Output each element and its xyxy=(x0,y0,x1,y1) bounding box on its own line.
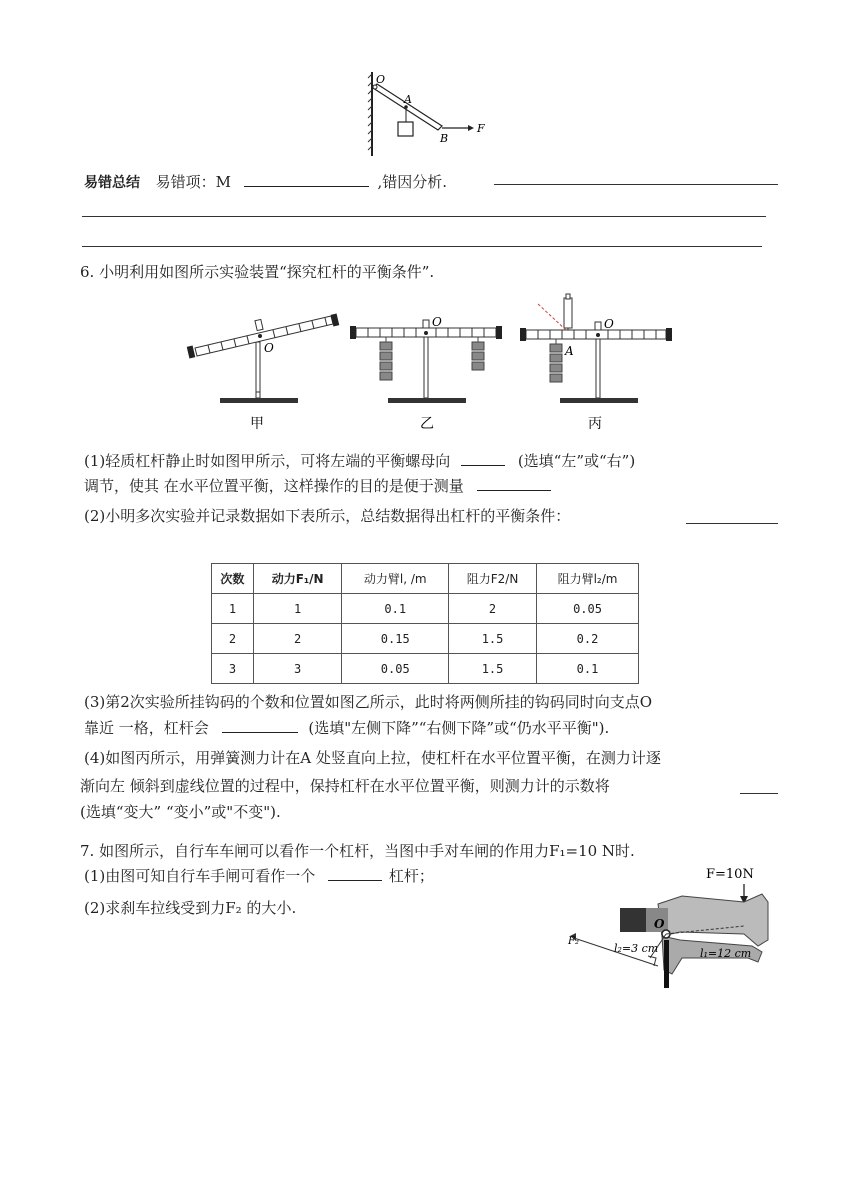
table-cell: 3 xyxy=(212,654,254,684)
q6-figure xyxy=(180,290,680,440)
th-f1: 动力F₁/N xyxy=(253,564,342,594)
q7-p1-text-a: (1)由图可知自行车手闸可看作一个 xyxy=(84,867,316,885)
table-cell: 0.15 xyxy=(342,624,449,654)
answer-line-1[interactable] xyxy=(82,216,766,217)
q6-p2-text: (2)小明多次实验并记录数据如下表所示，总结数据得出杠杆的平衡条件： xyxy=(84,507,571,525)
q6-p3-line2 xyxy=(84,716,609,739)
answer-line-2[interactable] xyxy=(82,246,762,247)
brake-f2-label: F₂ xyxy=(568,936,579,947)
q6-p2-blank[interactable] xyxy=(686,523,778,524)
th-l1: 动力臂l, /m xyxy=(342,564,449,594)
table-header-row xyxy=(212,564,639,594)
q6-p3-text-b: (选填"左侧下降”“右侧下降”或“仍水平平衡"). xyxy=(308,719,610,737)
table-row xyxy=(212,594,639,624)
table-cell: 0.1 xyxy=(537,654,639,684)
fig-bing-a: A xyxy=(565,344,574,358)
label-a: A xyxy=(404,93,412,106)
q6-p1-line2 xyxy=(84,474,551,497)
q6-stem: 6. 小明利用如图所示实验装置“探究杠杆的平衡条件”. xyxy=(80,263,435,281)
table-row xyxy=(212,624,639,654)
fig-jia-label: 甲 xyxy=(250,416,264,432)
mistake-title: 易错总结 xyxy=(84,175,140,191)
table-cell: 3 xyxy=(253,654,342,684)
q6-p2 xyxy=(84,505,570,527)
table-cell: 2 xyxy=(212,624,254,654)
fig-bing-o: O xyxy=(604,317,614,331)
q6-p4-line2: 渐向左 倾斜到虚线位置的过程中，保持杠杆在水平位置平衡，则测力计的示数将 xyxy=(80,777,610,795)
q6-p1-text-b: (选填“左”或“右”) xyxy=(517,452,636,470)
figure-jia xyxy=(187,313,340,432)
table-cell: 0.05 xyxy=(537,594,639,624)
table-cell: 1.5 xyxy=(449,654,537,684)
label-o: O xyxy=(376,73,386,86)
table-cell: 0.05 xyxy=(342,654,449,684)
table-cell: 2 xyxy=(449,594,537,624)
q6-p4-blank[interactable] xyxy=(740,793,778,794)
label-b: B xyxy=(440,132,449,145)
fig-bing-label: 丙 xyxy=(588,416,602,432)
th-l2: 阻力臂l₂/m xyxy=(537,564,639,594)
mistake-summary-line xyxy=(84,170,447,194)
q7-p1 xyxy=(84,864,434,887)
table-cell: 1.5 xyxy=(449,624,537,654)
table-row xyxy=(212,654,639,684)
table-cell: 1 xyxy=(253,594,342,624)
brake-force-label: F=10N xyxy=(706,867,754,882)
mistake-item-label: 易错项：M xyxy=(155,173,231,191)
q6-p3-line1: (3)第2次实验所挂钩码的个数和位置如图乙所示，此时将两侧所挂的钩码同时向支点O xyxy=(84,693,653,711)
mistake-cause-blank[interactable] xyxy=(494,184,778,185)
q6-p4-line3: (选填“变大” “变小”或"不变"). xyxy=(80,803,281,821)
q7-p2: (2)求刹车拉线受到力F₂ 的大小. xyxy=(84,899,297,917)
q6-p4-line1: (4)如图丙所示，用弹簧测力计在A 处竖直向上拉，使杠杆在水平位置平衡，在测力计逐 xyxy=(84,749,661,767)
figure-bing xyxy=(520,294,672,432)
label-f: F xyxy=(477,122,485,135)
q6-p1-blank-measure[interactable] xyxy=(477,474,551,491)
q7-p1-blank[interactable] xyxy=(328,864,382,881)
mistake-item-blank[interactable] xyxy=(244,170,369,187)
q6-p1-blank-direction[interactable] xyxy=(461,449,505,466)
table-cell: 1 xyxy=(212,594,254,624)
table-cell: 0.2 xyxy=(537,624,639,654)
th-count: 次数 xyxy=(212,564,254,594)
fig-yi-label: 乙 xyxy=(420,416,434,432)
brake-l1-label: l₁=12 cm xyxy=(700,947,752,960)
q6-p1-line1 xyxy=(84,449,635,472)
brake-o-label: O xyxy=(654,917,665,931)
table-cell: 2 xyxy=(253,624,342,654)
table-cell: 0.1 xyxy=(342,594,449,624)
th-f2: 阻力F2/N xyxy=(449,564,537,594)
q6-p3-text-a: 靠近 一格，杠杆会 xyxy=(84,719,209,737)
brake-figure xyxy=(562,862,774,990)
fig-yi-o: O xyxy=(432,315,442,329)
q7-stem: 7. 如图所示，自行车车闸可以看作一个杠杆，当图中手对车闸的作用力F₁=10 N时. xyxy=(80,842,635,860)
fig-jia-o: O xyxy=(264,341,274,355)
lever-figure-top xyxy=(360,70,500,160)
brake-l2-label: l₂=3 cm xyxy=(614,942,659,955)
q6-data-table xyxy=(211,563,639,684)
mistake-cause-label: ,错因分析. xyxy=(377,173,448,191)
q6-p3-blank[interactable] xyxy=(222,716,298,733)
figure-yi xyxy=(350,315,502,432)
q6-p1-text-c: 调节，使其 在水平位置平衡，这样操作的目的是便于测量 xyxy=(84,477,464,495)
q6-p1-text-a: (1)轻质杠杆静止时如图甲所示，可将左端的平衡螺母向 xyxy=(84,452,451,470)
q7-p1-text-b: 杠杆； xyxy=(388,867,434,885)
